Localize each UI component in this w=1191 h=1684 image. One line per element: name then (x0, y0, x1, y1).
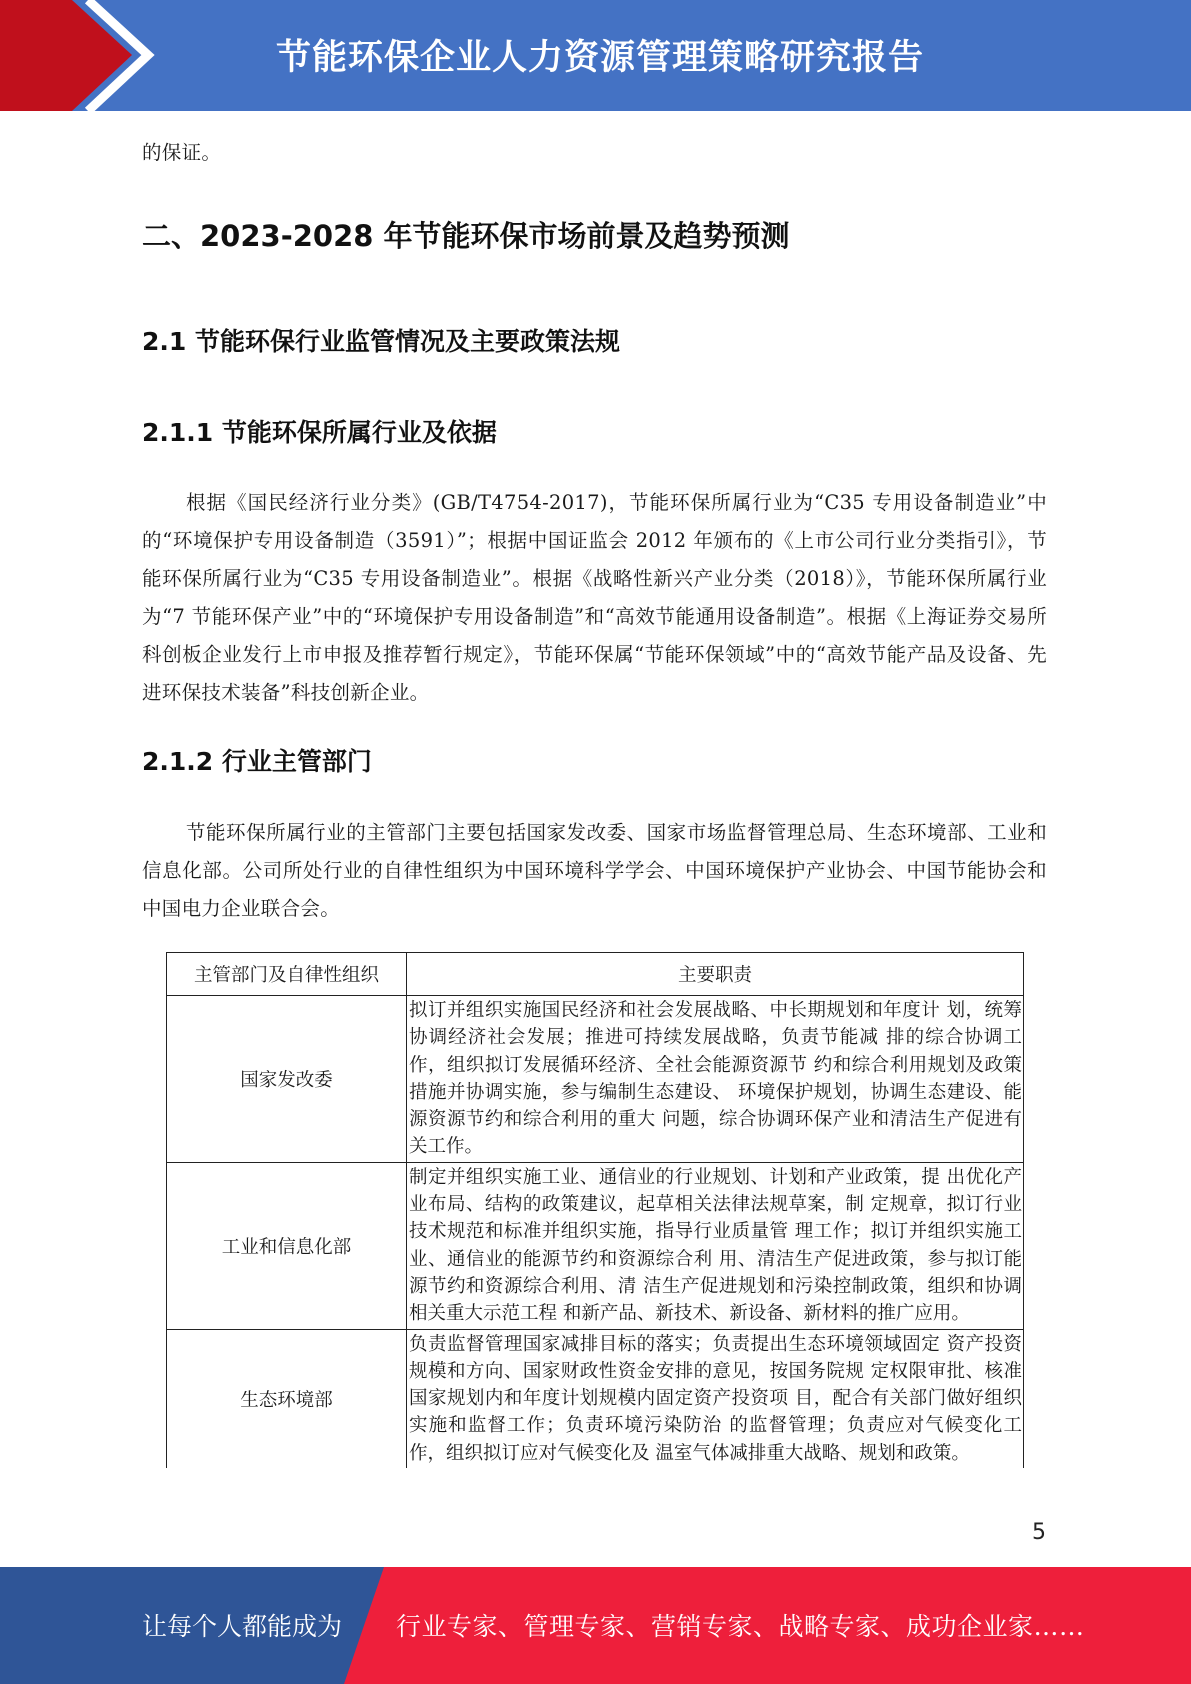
paragraph-authorities: 节能环保所属行业的主管部门主要包括国家发改委、国家市场监督管理总局、生态环境部、工业和信息化部。公司所处行业的自律性组织为中国环境科学学会、中国环境保护产业协会、中国节能协会和中国电力企业联合会。 (142, 821, 1047, 920)
page-header (0, 0, 1191, 111)
table-cell-dept: 工业和信息化部 (167, 1162, 407, 1329)
footer-slogan-right: 行业专家、管理专家、营销专家、战略专家、成功企业家…… (396, 1612, 1085, 1641)
table-cell-duty: 负责监督管理国家减排目标的落实；负责提出生态环境领域固定 资产投资规模和方向、国家财政性资金安排的意见，按国务院规 定权限审批、核准国家规划内和年度计划规模内固定资产投资项 目，配合有关部门做好组织实施和监督工作；负责环境污染防治 的监督管理；负责应对气候变化工作，组织拟订应对气候变化及 温室气体减排重大战略、规划和政策。 (407, 1329, 1024, 1468)
table-row (167, 1162, 1024, 1329)
document-body (142, 134, 1047, 172)
table-row (167, 996, 1024, 1163)
paragraph-block-2 (142, 814, 1047, 928)
footer-slogan-left: 让每个人都能成为 (142, 1612, 343, 1641)
table-header-duty: 主要职责 (407, 953, 1024, 996)
table-cell-dept: 国家发改委 (167, 996, 407, 1163)
table-header-dept: 主管部门及自律性组织 (167, 953, 407, 996)
authorities-table (166, 952, 1024, 1468)
subsubsection-heading-1: 2.1.1 节能环保所属行业及依据 (142, 418, 497, 447)
section-heading: 二、2023-2028 年节能环保市场前景及趋势预测 (142, 219, 790, 253)
paragraph-block-1 (142, 484, 1047, 712)
table-header-row (167, 953, 1024, 996)
paragraph-industry-basis: 根据《国民经济行业分类》(GB/T4754-2017)，节能环保所属行业为“C35 专用设备制造业”中的“环境保护专用设备制造（3591）”；根据中国证监会 2012 年颁布的《上市公司行业分类指引》，节能环保所属行业为“C35 专用设备制造业”。根据《战略性新兴产业分类（2018）》，节能环保所属行业为“7 节能环保产业”中的“环境保护专用设备制造”和“高效节能通用设备制造”。根据《上海证券交易所科创板企业发行上市申报及推荐暂行规定》，节能环保属“节能环保领域”中的“高效节能产品及设备、先进环保技术装备”科技创新企业。 (142, 491, 1047, 704)
table-row (167, 1329, 1024, 1468)
continuation-text: 的保证。 (142, 141, 222, 164)
subsubsection-heading-2: 2.1.2 行业主管部门 (142, 747, 372, 776)
table-cell-duty: 拟订并组织实施国民经济和社会发展战略、中长期规划和年度计 划，统筹协调经济社会发展；推进可持续发展战略，负责节能减 排的综合协调工作，组织拟订发展循环经济、全社会能源资源节 约和综合利用规划及政策措施并协调实施，参与编制生态建设、 环境保护规划，协调生态建设、能源资源节约和综合利用的重大 问题，综合协调环保产业和清洁生产促进有关工作。 (407, 996, 1024, 1163)
report-title: 节能环保企业人力资源管理策略研究报告 (276, 38, 925, 78)
page-footer (0, 1567, 1191, 1684)
page-number: 5 (1032, 1520, 1046, 1545)
table-cell-dept: 生态环境部 (167, 1329, 407, 1468)
subsection-heading: 2.1 节能环保行业监管情况及主要政策法规 (142, 327, 620, 356)
table-cell-duty: 制定并组织实施工业、通信业的行业规划、计划和产业政策，提 出优化产业布局、结构的政策建议，起草相关法律法规草案，制 定规章，拟订行业技术规范和标准并组织实施，指导行业质量管 理工作；拟订并组织实施工业、通信业的能源节约和资源综合利 用、清洁生产促进政策，参与拟订能源节约和资源综合利用、清 洁生产促进规划和污染控制政策，组织和协调相关重大示范工程 和新产品、新技术、新设备、新材料的推广应用。 (407, 1162, 1024, 1329)
header-arrow-decoration (0, 0, 170, 111)
